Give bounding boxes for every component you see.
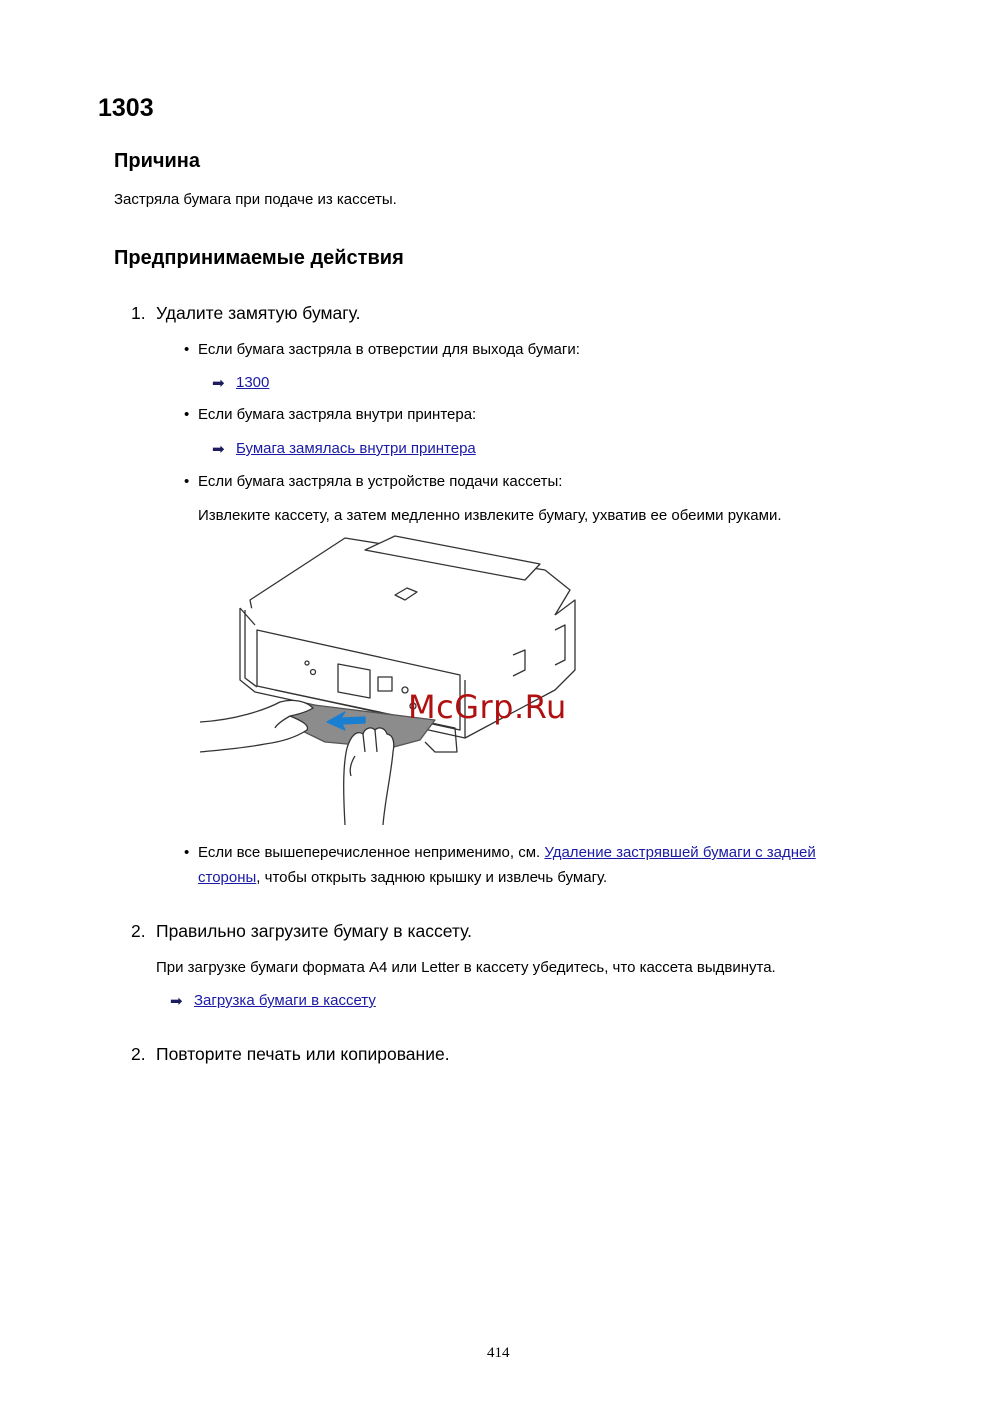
bullet4-text-after: , чтобы открыть заднюю крышку и извлечь бумагу. [256,869,608,886]
cause-text: Застряла бумага при подаче из кассеты. [114,191,397,208]
cause-heading: Причина [114,150,200,172]
bullet-dot: • [184,341,190,358]
link-1300[interactable]: 1300 [236,374,270,391]
right-arrow-icon: ➡ [212,441,225,458]
step1-number: 1. [131,303,146,323]
bullet-dot: • [184,844,190,861]
link-rear-jam-b[interactable]: стороны [198,869,257,886]
printer-illustration [195,530,615,830]
step2-number: 2. [131,921,146,941]
bullet2-text: Если бумага застряла внутри принтера: [198,406,477,423]
page-title: 1303 [98,94,154,122]
bullet4-text-before: Если все вышеперечисленное неприменимо, см. [198,844,545,861]
actions-heading: Предпринимаемые действия [114,247,404,269]
step2-title: Правильно загрузите бумагу в кассету. [156,921,472,941]
link-paper-jam-inside[interactable]: Бумага замялась внутри принтера [236,440,476,457]
step3-title: Повторите печать или копирование. [156,1044,450,1064]
bullet4-line2 [198,869,607,886]
page-number: 414 [487,1345,510,1361]
link-rear-jam-a[interactable]: Удаление застрявшей бумаги с задней [544,844,816,861]
bullet1-text: Если бумага застряла в отверстии для выхода бумаги: [198,341,580,358]
bullet-dot: • [184,473,190,490]
link-load-cassette[interactable]: Загрузка бумаги в кассету [194,992,376,1009]
bullet3-text: Если бумага застряла в устройстве подачи кассеты: [198,473,563,490]
step1-title: Удалите замятую бумагу. [156,303,361,323]
right-arrow-icon: ➡ [212,375,225,392]
step3-number: 2. [131,1044,146,1064]
bullet4-line1 [198,844,816,861]
step2-text: При загрузке бумаги формата A4 или Letter в кассету убедитесь, что кассета выдвинута. [156,959,776,976]
watermark: McGrp.Ru [408,688,567,726]
bullet3-instruction: Извлеките кассету, а затем медленно извлеките бумагу, ухватив ее обеими руками. [198,507,782,524]
bullet-dot: • [184,406,190,423]
right-arrow-icon: ➡ [170,993,183,1010]
